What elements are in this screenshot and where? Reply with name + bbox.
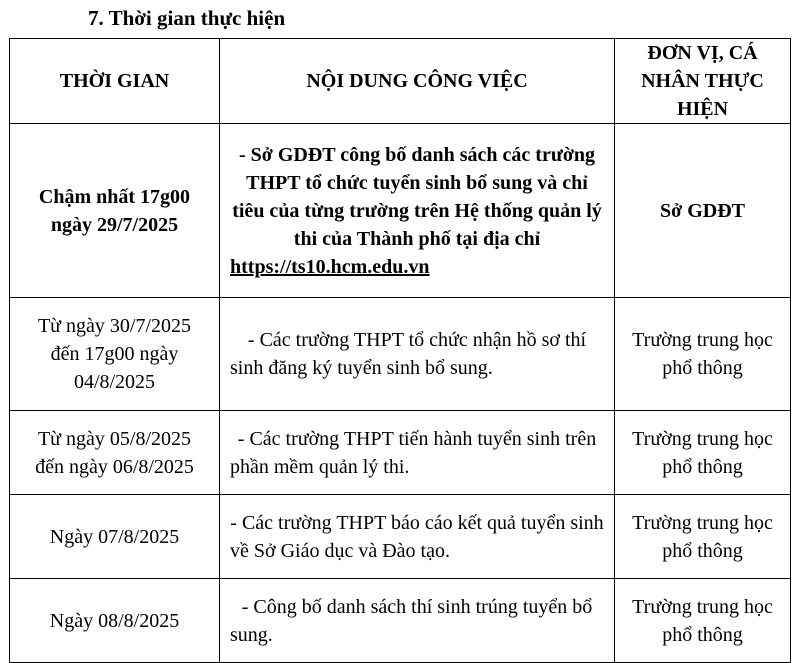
cell-content: - Các trường THPT tổ chức nhận hồ sơ thí sinh đăng ký tuyển sinh bổ sung. xyxy=(220,298,615,411)
cell-content xyxy=(220,124,615,298)
cell-content: - Các trường THPT báo cáo kết quả tuyển sinh về Sở Giáo dục và Đào tạo. xyxy=(220,495,615,579)
table-row xyxy=(10,124,791,298)
cell-content: - Công bố danh sách thí sinh trúng tuyển bổ sung. xyxy=(220,579,615,663)
cell-time: Chậm nhất 17g00 ngày 29/7/2025 xyxy=(10,124,220,298)
table-row xyxy=(10,495,791,579)
header-content: NỘI DUNG CÔNG VIỆC xyxy=(220,39,615,124)
cell-time: Ngày 08/8/2025 xyxy=(10,579,220,663)
portal-link[interactable]: https://ts10.hcm.edu.vn xyxy=(230,255,430,278)
header-time: THỜI GIAN xyxy=(10,39,220,124)
table-row xyxy=(10,579,791,663)
section-title: 7. Thời gian thực hiện xyxy=(88,6,286,30)
cell-unit: Trường trung học phổ thông xyxy=(615,579,791,663)
cell-unit: Trường trung học phổ thông xyxy=(615,495,791,579)
cell-unit: Sở GDĐT xyxy=(615,124,791,298)
cell-time: Ngày 07/8/2025 xyxy=(10,495,220,579)
cell-content-text: - Sở GDĐT công bố danh sách các trường THPT tổ chức tuyển sinh bổ sung và chỉ tiêu của từng trường trên Hệ thống quản lý thi của Thành phố tại địa chỉ xyxy=(232,143,602,250)
cell-content: - Các trường THPT tiến hành tuyển sinh trên phần mềm quản lý thi. xyxy=(220,411,615,495)
header-unit: ĐƠN VỊ, CÁ NHÂN THỰC HIỆN xyxy=(615,39,791,124)
table-row xyxy=(10,411,791,495)
table-header-row xyxy=(10,39,791,124)
table-row xyxy=(10,298,791,411)
cell-unit: Trường trung học phổ thông xyxy=(615,298,791,411)
cell-unit: Trường trung học phổ thông xyxy=(615,411,791,495)
cell-time: Từ ngày 30/7/2025 đến 17g00 ngày 04/8/2025 xyxy=(10,298,220,411)
schedule-table xyxy=(9,38,791,663)
cell-time: Từ ngày 05/8/2025 đến ngày 06/8/2025 xyxy=(10,411,220,495)
